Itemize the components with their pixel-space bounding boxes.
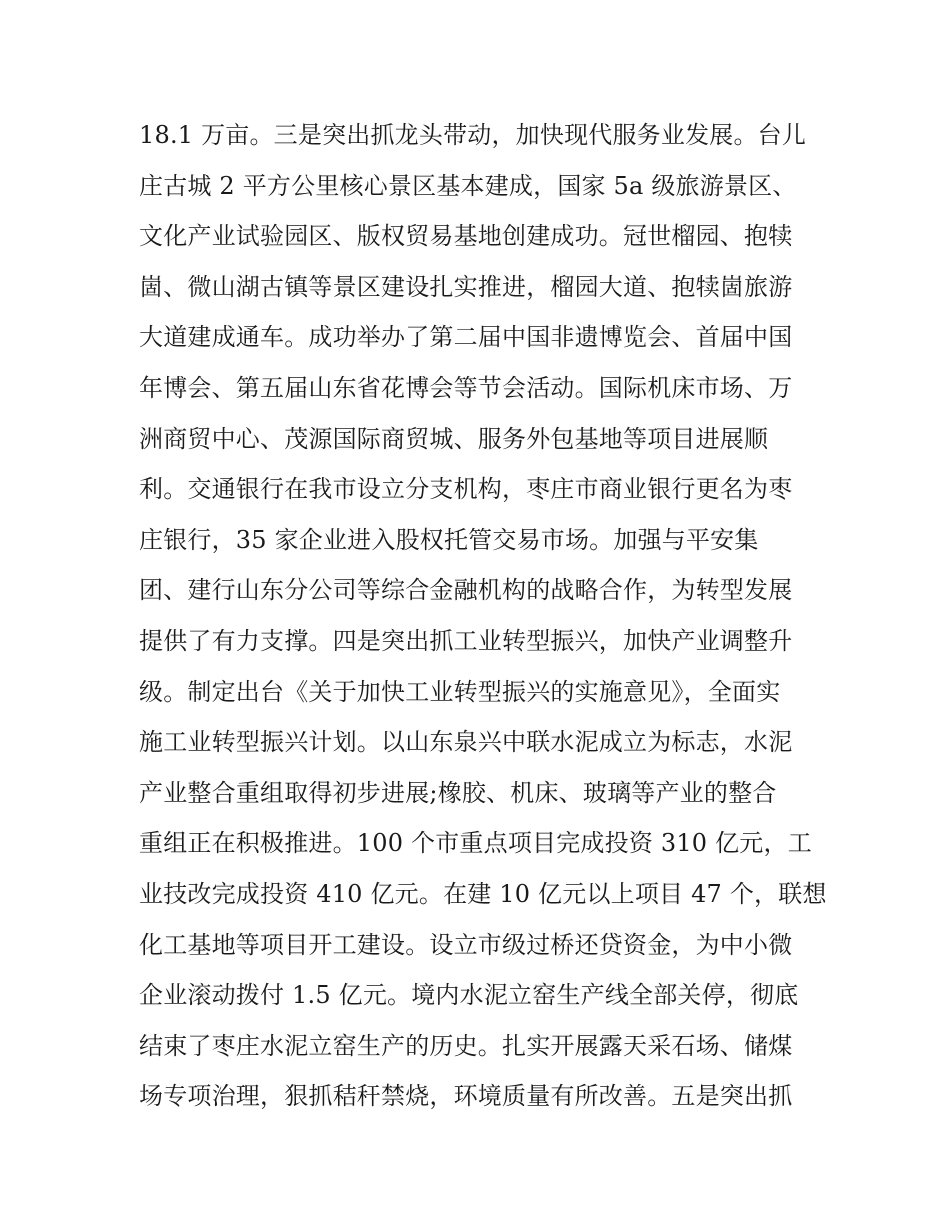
text-line: 庄银行，35 家企业进入股权托管交易市场。加强与平安集 — [139, 525, 759, 554]
text-line: 业技改完成投资 410 亿元。在建 10 亿元以上项目 47 个，联想 — [139, 879, 827, 908]
text-line: 重组正在积极推进。100 个市重点项目完成投资 310 亿元，工 — [139, 829, 812, 858]
text-line: 提供了有力支撑。四是突出抓工业转型振兴，加快产业调整升 — [139, 626, 793, 655]
text-line: 化工基地等项目开工建设。设立市级过桥还贷资金，为中小微 — [139, 930, 793, 959]
text-line: 级。制定出台《关于加快工业转型振兴的实施意见》，全面实 — [139, 677, 781, 706]
text-line: 文化产业试验园区、版权贸易基地创建成功。冠世榴园、抱犊 — [139, 222, 793, 251]
text-line: 产业整合重组取得初步进展;橡胶、机床、玻璃等产业的整合 — [139, 778, 777, 807]
text-line: 企业滚动拨付 1.5 亿元。境内水泥立窑生产线全部关停，彻底 — [139, 981, 799, 1010]
text-line: 大道建成通车。成功举办了第二届中国非遗博览会、首届中国 — [139, 323, 793, 352]
text-line: 年博会、第五届山东省花博会等节会活动。国际机床市场、万 — [139, 373, 793, 402]
text-line: 洲商贸中心、茂源国际商贸城、服务外包基地等项目进展顺 — [139, 424, 769, 453]
text-line: 场专项治理，狠抓秸秆禁烧，环境质量有所改善。五是突出抓 — [139, 1082, 793, 1111]
text-line: 团、建行山东分公司等综合金融机构的战略合作，为转型发展 — [139, 576, 793, 605]
text-line: 崮、微山湖古镇等景区建设扎实推进，榴园大道、抱犊崮旅游 — [139, 272, 793, 301]
text-line: 18.1 万亩。三是突出抓龙头带动，加快现代服务业发展。台儿 — [139, 121, 807, 149]
text-line: 利。交通银行在我市设立分支机构，枣庄市商业银行更名为枣 — [139, 475, 793, 504]
text-line: 结束了枣庄水泥立窑生产的历史。扎实开展露天采石场、储煤 — [139, 1031, 793, 1060]
text-line: 庄古城 2 平方公里核心景区基本建成，国家 5a 级旅游景区、 — [139, 171, 797, 200]
text-line: 施工业转型振兴计划。以山东泉兴中联水泥成立为标志，水泥 — [139, 728, 793, 757]
body-paragraph — [139, 110, 827, 1122]
